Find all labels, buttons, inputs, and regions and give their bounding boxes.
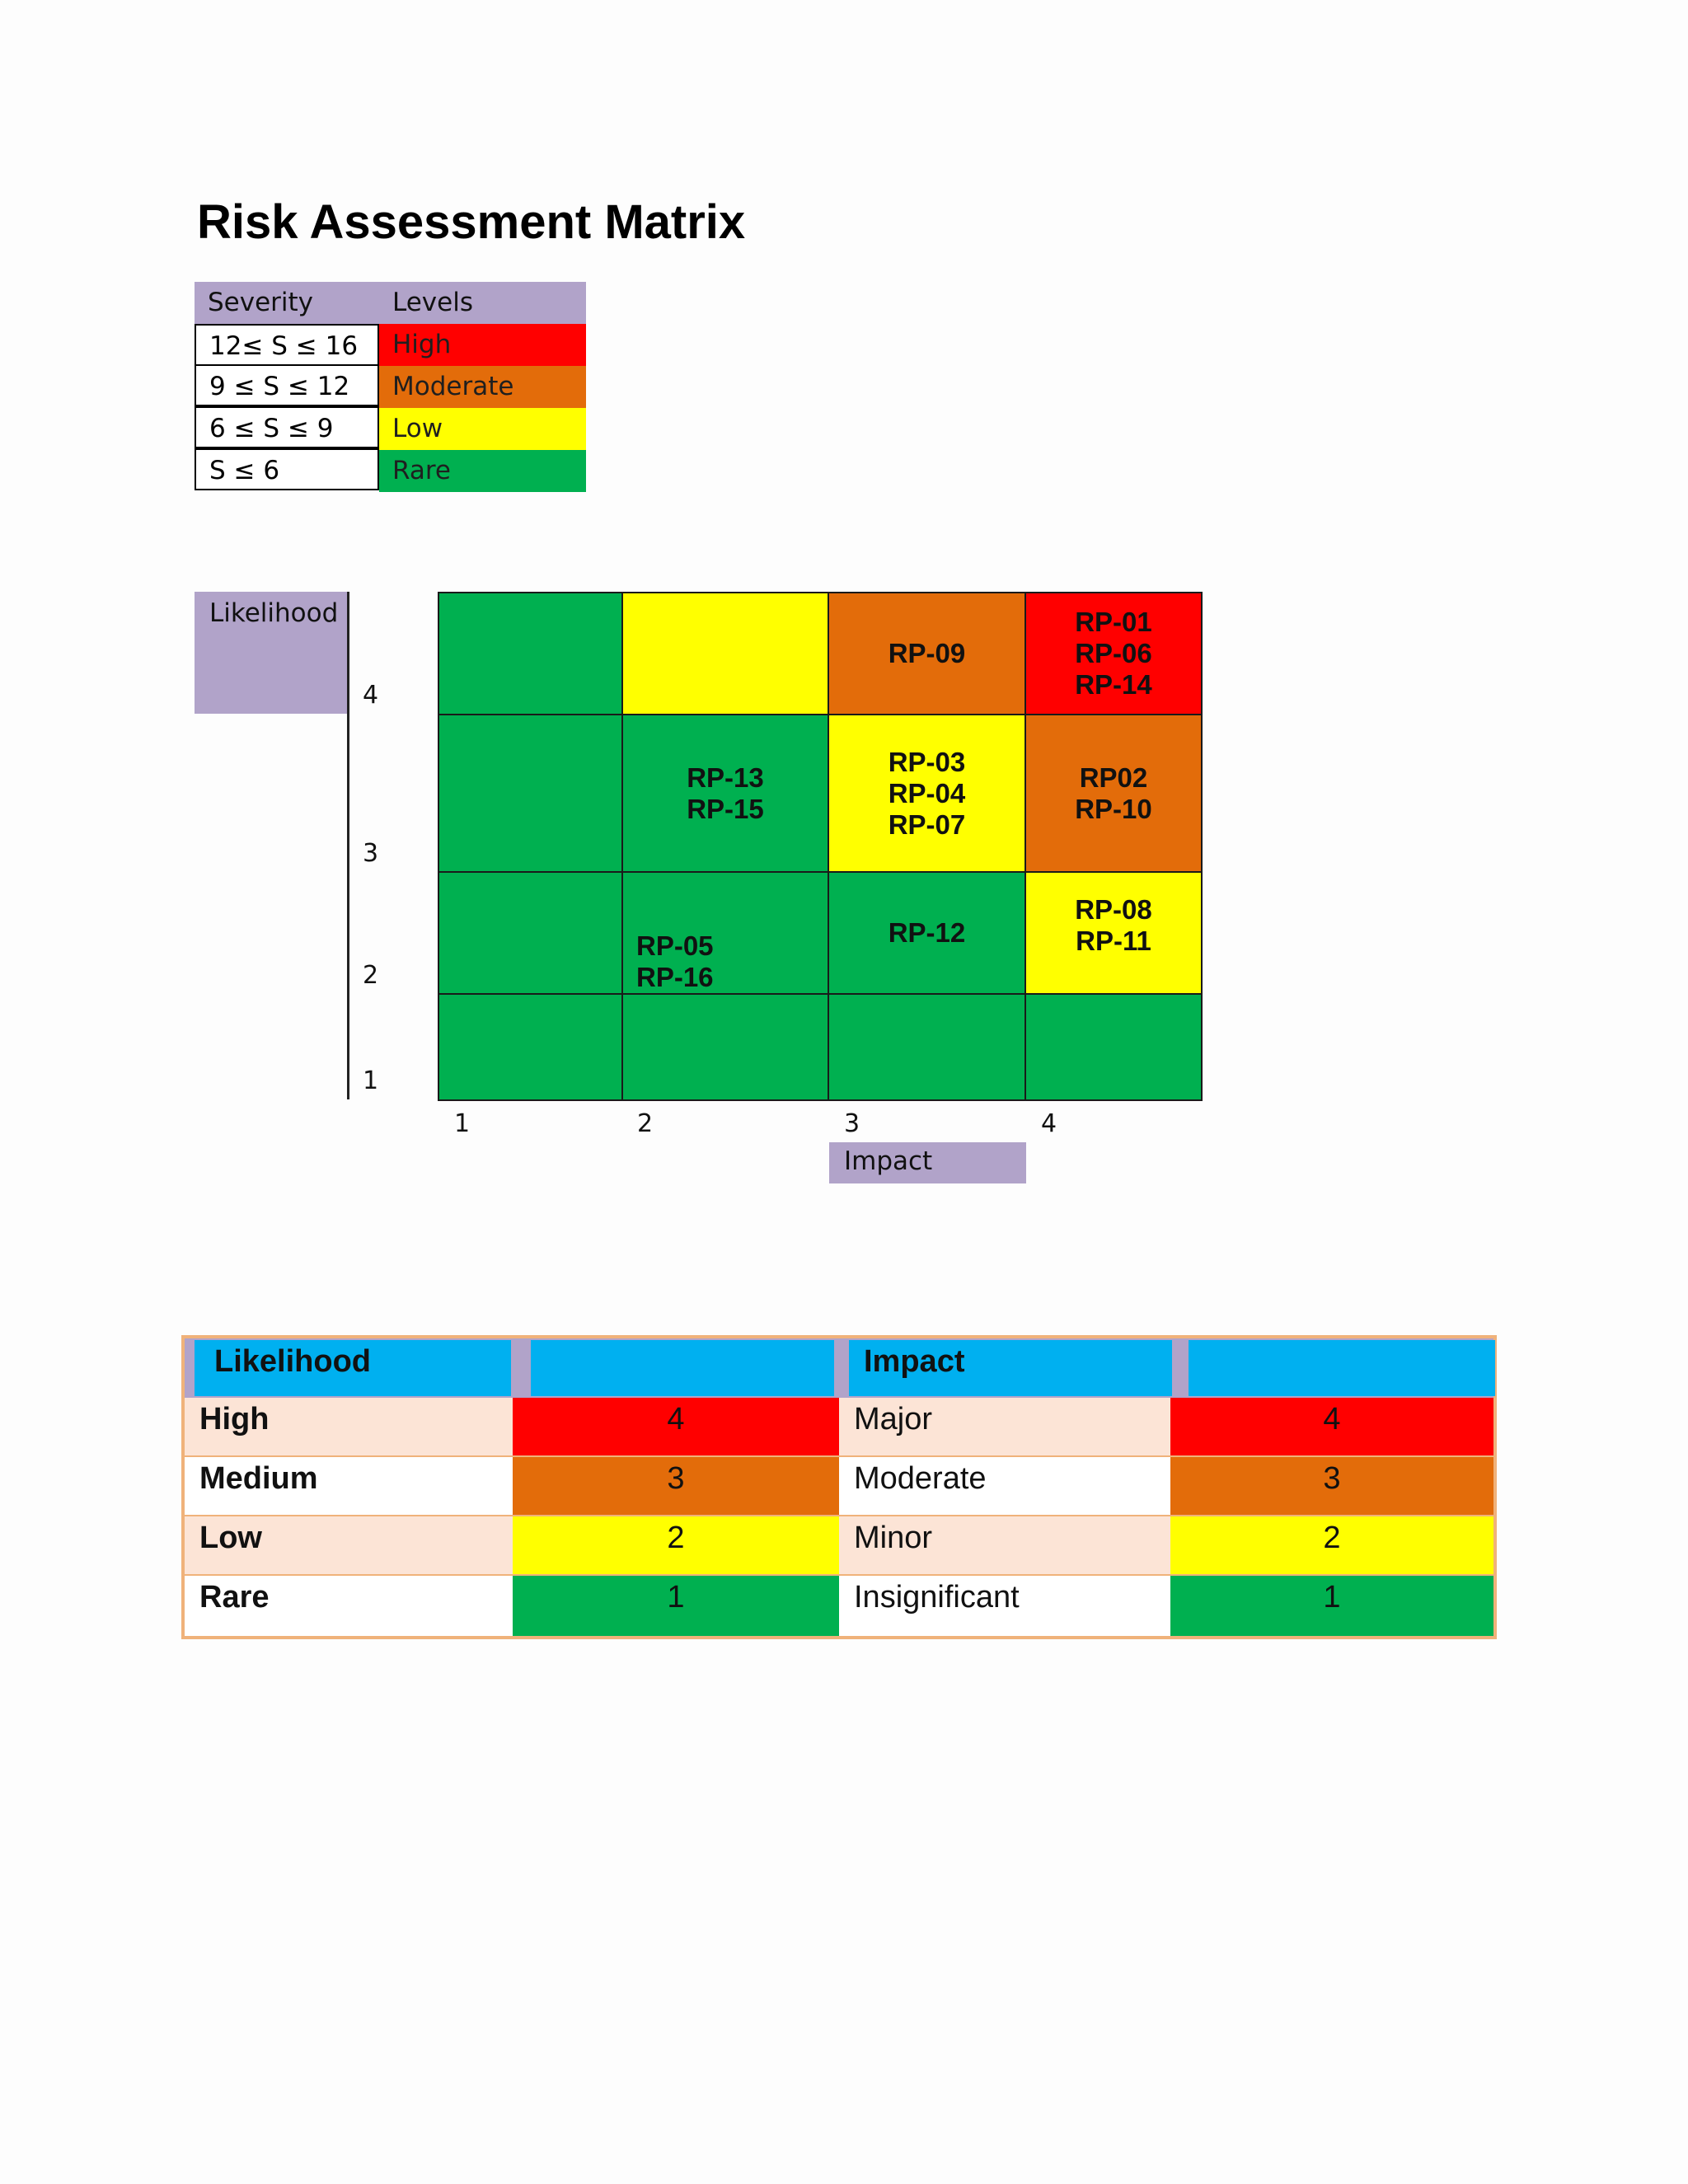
matrix-cell-l2-i1	[438, 871, 623, 995]
y-tick: 1	[363, 1066, 379, 1095]
risk-item-label: RP-09	[888, 638, 966, 668]
risk-item-label: RP-04	[888, 777, 966, 808]
impact-value: 2	[1170, 1516, 1493, 1574]
likelihood-header-bg	[195, 1340, 686, 1396]
likelihood-value: 2	[513, 1516, 839, 1574]
page-title: Risk Assessment Matrix	[197, 195, 746, 249]
matrix-cell-l4-i2	[621, 592, 829, 715]
matrix-cell-l1-i3	[828, 993, 1026, 1101]
likelihood-level: Rare	[185, 1576, 513, 1636]
risk-item-label: RP-12	[888, 917, 966, 948]
severity-range: 6 ≤ S ≤ 9	[195, 406, 379, 448]
risk-item-label: RP02	[1079, 762, 1148, 793]
x-tick: 1	[454, 1109, 471, 1138]
likelihood-axis-label: Likelihood	[195, 592, 348, 714]
matrix-cell-l4-i1	[438, 592, 623, 715]
likelihood-blank-header	[531, 1340, 834, 1396]
matrix-cell-l1-i4	[1025, 993, 1203, 1101]
scale-table-row	[185, 1457, 1493, 1515]
risk-item-label: RP-08	[1075, 894, 1152, 925]
severity-header: Severity	[195, 282, 379, 324]
scale-table	[181, 1335, 1497, 1639]
severity-range: S ≤ 6	[195, 448, 379, 490]
matrix-cell-l4-i4	[1025, 592, 1203, 715]
risk-item-label: RP-03	[888, 746, 966, 777]
risk-item-label: RP-14	[1075, 669, 1152, 700]
scale-table-row	[185, 1576, 1493, 1636]
severity-range: 9 ≤ S ≤ 12	[195, 364, 379, 406]
risk-item-label: RP-13	[687, 762, 764, 793]
matrix-cell-l3-i1	[438, 714, 623, 873]
matrix-cell-l3-i3	[828, 714, 1026, 873]
severity-level: High	[379, 324, 586, 366]
y-tick: 4	[363, 681, 379, 710]
matrix-cell-l2-i3	[828, 871, 1026, 995]
impact-level: Moderate	[839, 1457, 1170, 1515]
likelihood-value: 1	[513, 1576, 839, 1636]
severity-level: Rare	[379, 450, 586, 492]
impact-value: 1	[1170, 1576, 1493, 1636]
matrix-cell-l1-i2	[621, 993, 829, 1101]
severity-level: Moderate	[379, 366, 586, 408]
matrix-cell-l2-i4	[1025, 871, 1203, 995]
x-tick: 3	[844, 1109, 860, 1138]
likelihood-level: Medium	[185, 1457, 513, 1515]
likelihood-level: Low	[185, 1516, 513, 1574]
x-tick: 2	[637, 1109, 654, 1138]
y-tick: 2	[363, 961, 379, 990]
impact-blank-header	[1189, 1340, 1495, 1396]
severity-range: 12≤ S ≤ 16	[195, 324, 379, 366]
risk-item-label: RP-05	[636, 930, 714, 961]
risk-item-label: RP-01	[1075, 607, 1152, 637]
impact-axis-label: Impact	[829, 1142, 1026, 1183]
scale-table-header	[185, 1338, 1493, 1398]
scale-table-row	[185, 1398, 1493, 1455]
risk-item-label: RP-15	[687, 793, 764, 824]
impact-level: Major	[839, 1398, 1170, 1455]
matrix-cell-l4-i3	[828, 592, 1026, 715]
severity-level: Low	[379, 408, 586, 450]
matrix-cell-l3-i2	[621, 714, 829, 873]
matrix-cell-l3-i4	[1025, 714, 1203, 873]
risk-item-label: RP-10	[1075, 793, 1152, 824]
impact-level: Insignificant	[839, 1576, 1170, 1636]
likelihood-level: High	[185, 1398, 513, 1455]
likelihood-value: 4	[513, 1398, 839, 1455]
levels-header: Levels	[379, 282, 586, 324]
matrix-cell-l2-i2	[621, 871, 829, 995]
risk-item-label: RP-11	[1076, 926, 1151, 956]
impact-level: Minor	[839, 1516, 1170, 1574]
impact-value: 3	[1170, 1457, 1493, 1515]
scale-table-row	[185, 1516, 1493, 1574]
likelihood-axis-line	[347, 592, 349, 1099]
impact-header: Impact	[864, 1344, 965, 1379]
y-tick: 3	[363, 839, 379, 868]
likelihood-value: 3	[513, 1457, 839, 1515]
risk-item-label: RP-16	[636, 962, 714, 992]
x-tick: 4	[1041, 1109, 1057, 1138]
risk-item-label: RP-07	[888, 808, 966, 840]
impact-value: 4	[1170, 1398, 1493, 1455]
risk-item-label: RP-06	[1075, 638, 1152, 668]
impact-header-bg	[849, 1340, 1492, 1396]
likelihood-header: Likelihood	[214, 1344, 371, 1379]
matrix-cell-l1-i1	[438, 993, 623, 1101]
